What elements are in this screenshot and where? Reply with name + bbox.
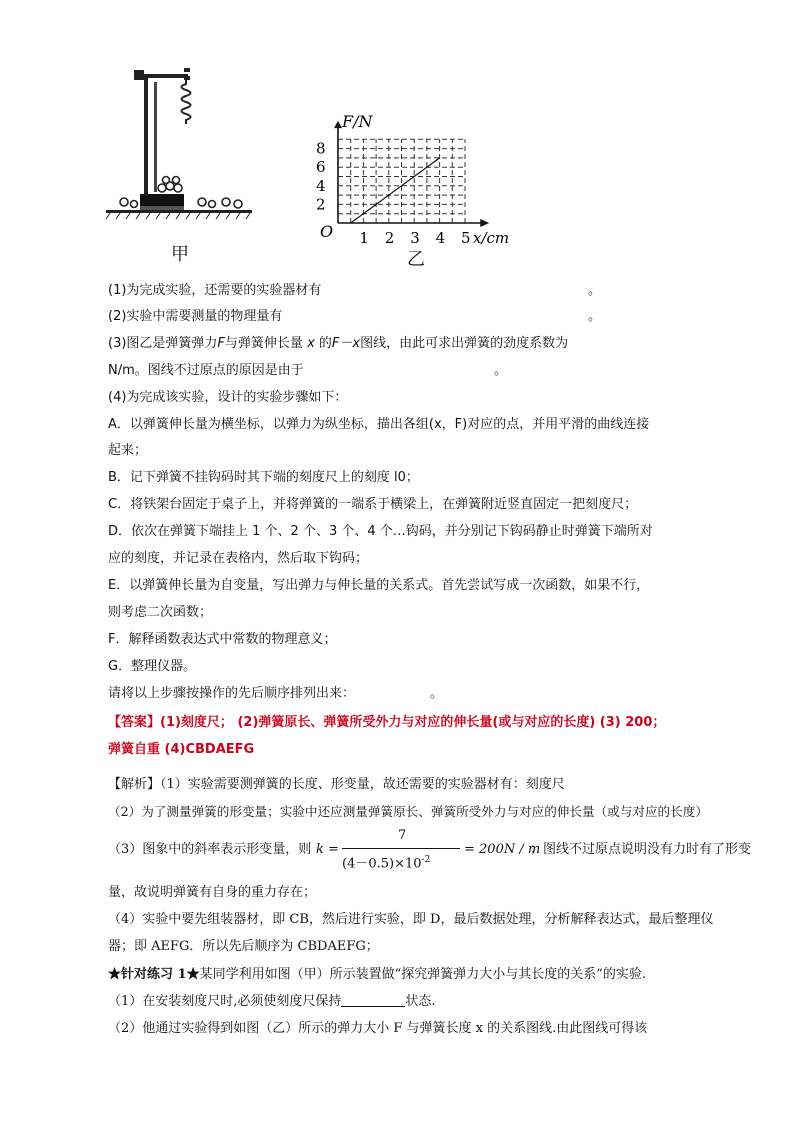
- analysis-6: 器；即 AEFG．所以先后顺序为 CBDAEFG；: [108, 939, 379, 954]
- analysis-5: （4）实验中要先组装器材，即 CB，然后进行实验，即 D，最后数据处理，分析解释表达式，最后整理仪: [108, 912, 714, 927]
- step-g: G．整理仪器。: [108, 659, 197, 674]
- y-tick-label: 4: [316, 176, 326, 195]
- x-axis-arrow: [480, 219, 489, 227]
- analysis-2: （2）为了测量弹簧的形变量；实验中还应测量弹簧原长、弹簧所受外力与对应的伸长量（或与对应的长度）: [108, 804, 708, 819]
- question-2-end: 。: [588, 309, 602, 324]
- y-tick-label: 6: [316, 158, 326, 177]
- x-tick-label: 5: [461, 229, 471, 247]
- x-tick-label: 2: [384, 229, 395, 247]
- step-e-cont: 则考虑二次函数；: [108, 605, 213, 620]
- force-extension-graph: [305, 55, 540, 255]
- question-3-end: 。: [494, 363, 508, 378]
- answer-line-2: 弹簧自重 (4)CBDAEFG: [108, 742, 255, 757]
- x-tick-label: 4: [435, 229, 446, 247]
- practice-heading: ★针对练习 1★某同学利用如图（甲）所示装置做“探究弹簧弹力大小与其长度的关系”的实验.: [108, 967, 647, 982]
- step-e: E．以弹簧伸长量为自变量，写出弹力与伸长量的关系式。首先尝试写成一次函数，如果不行，: [108, 578, 650, 593]
- step-c: C．将铁架台固定于桌子上，并将弹簧的一端系于横梁上，在弹簧附近竖直固定一把刻度尺；: [108, 497, 638, 512]
- question-3: (3)图乙是弹簧弹力F与弹簧伸长量 x 的F－x图线，由此可求出弹簧的劲度系数为: [108, 336, 569, 351]
- analysis-3-prefix: （3）图象中的斜率表示形变量，则: [108, 842, 312, 857]
- order-question: 请将以上步骤按操作的先后顺序排列出来：: [108, 686, 356, 701]
- x-tick-label: 1: [359, 229, 369, 247]
- x-axis-label: x/cm: [473, 229, 510, 247]
- step-d: D．依次在弹簧下端挂上 1 个、2 个、3 个、4 个…钩码，并分别记下钩码静止时弹簧下端所对: [108, 524, 653, 539]
- step-b: B．记下弹簧不挂钩码时其下端的刻度尺上的刻度 l0；: [108, 470, 419, 485]
- order-question-end: 。: [430, 686, 444, 701]
- step-a-cont: 起来；: [108, 443, 148, 458]
- question-4-intro: (4)为完成该实验，设计的实验步骤如下：: [108, 390, 348, 405]
- question-3-line2: N/m。图线不过原点的原因是由于: [108, 363, 304, 378]
- step-a: A．以弹簧伸长量为横坐标，以弹力为纵坐标，描出各组(x，F)对应的点，并用平滑的曲线连接: [108, 417, 650, 432]
- apparatus-figure: [104, 62, 254, 222]
- practice-q1: （1）在安装刻度尺时,必须使刻度尺保持 状态.: [108, 994, 436, 1009]
- analysis-4: 量，故说明弹簧有自身的重力存在；: [108, 885, 317, 900]
- y-axis-arrow: [334, 121, 342, 128]
- question-2: (2)实验中需要测量的物理量有: [108, 309, 283, 324]
- y-axis-label: F/N: [342, 112, 373, 132]
- y-tick-label: 2: [316, 195, 326, 214]
- step-f: F．解释函数表达式中常数的物理意义；: [108, 632, 337, 647]
- analysis-3-suffix: ；图线不过原点说明没有力时有了形变: [530, 842, 752, 857]
- question-1: (1)为完成实验，还需要的实验器材有: [108, 283, 322, 298]
- analysis-1: 【解析】（1）实验需要测弹簧的长度、形变量，故还需要的实验器材有：刻度尺: [108, 777, 565, 792]
- y-tick-label: 8: [316, 139, 326, 158]
- x-tick-label: 3: [410, 229, 420, 247]
- figure-jia-caption: 甲: [171, 244, 189, 265]
- question-1-end: 。: [588, 283, 602, 298]
- origin-label: O: [320, 222, 334, 241]
- practice-q2: （2）他通过实验得到如图（乙）所示的弹力大小 F 与弹簧长度 x 的关系图线.由此图线可得该: [108, 1021, 648, 1036]
- answer-line-1: 【答案】(1)刻度尺； (2)弹簧原长、弹簧所受外力与对应的伸长量(或与对应的长度) (3) 200；: [108, 715, 666, 730]
- figure-yi-caption: 乙: [407, 249, 425, 270]
- step-d-cont: 应的刻度，并记录在表格内，然后取下钩码；: [108, 551, 369, 566]
